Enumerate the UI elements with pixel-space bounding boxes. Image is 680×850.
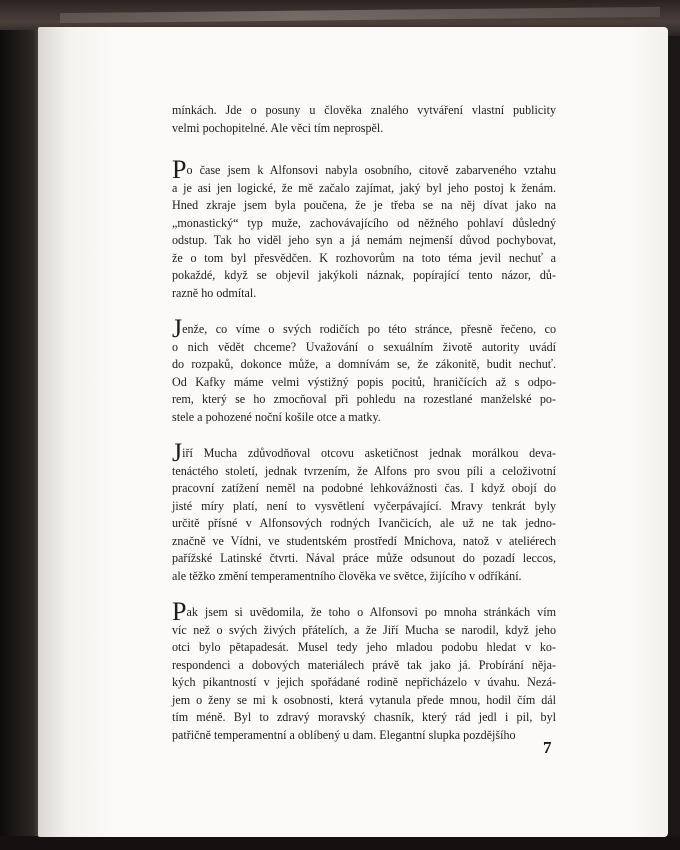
text-line: že o tom byl přesvědčen. K rozhovorům na toto téma jevil nechuť a xyxy=(172,250,556,265)
book-bottom-edge xyxy=(0,836,680,850)
text-line: pokaždé, když se objevil jakýkoli náznak, popírající tento názor, dů- xyxy=(172,268,556,282)
paragraph xyxy=(172,597,556,744)
text-line xyxy=(172,597,556,626)
text-line: jisté míry platí, není to vysvětlení vyčerpávající. Mravy tenkrát byly xyxy=(172,498,556,513)
text-line xyxy=(172,438,556,467)
text-line xyxy=(172,155,556,184)
text-line: „monastický“ typ muže, zachovávajícího od něžného pohlaví důsledný xyxy=(172,215,556,230)
text-fragment: ak jsem si uvědomila, že toho o Alfonsovi po mnoha stránkách vím xyxy=(186,605,556,619)
text-line: značně ve Vídni, ve studentském prostředí Mnichova, natož v ateliérech xyxy=(172,533,556,548)
text-line: pařížské Latinské čtvrti. Nával práce může odsunout do pozadí leccos, xyxy=(172,551,556,565)
paragraph xyxy=(172,102,556,137)
text-line: respondenci a dobových materiálech právě tak jako já. Probírání něja- xyxy=(172,657,556,672)
text-line: ale těžko změní temperamentního člověka ve světce, žijícího v odříkání. xyxy=(172,568,522,583)
text-line: mínkách. Jde o posuny u člověka znalého vytváření vlastní publicity xyxy=(172,103,556,117)
drop-cap: P xyxy=(172,155,187,184)
text-line: stele a pohozené noční košile otce a matky. xyxy=(172,409,381,424)
text-line: odstup. Tak ho viděl jeho syn a já nemám nejmenší důvod pochybovat, xyxy=(172,233,556,247)
text-line: otci bylo pětapadesát. Musel tedy jeho mladou podobu hledat v ko- xyxy=(172,640,556,654)
text-line: o nich vědět chceme? Uvažování o sexuálním životě autority uvádí xyxy=(172,339,556,354)
text-line: jem o ženy se mi k osobnosti, která vytanula přede mnou, hodil čím dál xyxy=(172,692,556,707)
text-line: Od Kafky máme velmi výstižný popis pocitů, hraničících až s odpo- xyxy=(172,374,556,389)
text-line: tenáctého století, jednak tvrzením, že Alfons pro svou píli a celoživotní xyxy=(172,463,556,478)
text-line: do rozpaků, dokonce může, a domnívám se, že zákonitě, budit nechuť. xyxy=(172,357,556,371)
drop-cap: P xyxy=(172,597,187,626)
drop-cap: J xyxy=(172,438,183,467)
paragraph xyxy=(172,438,556,585)
text-line: velmi pochopitelné. Ale věci tím neprospěl. xyxy=(172,120,384,135)
text-line: razně ho odmítal. xyxy=(172,285,257,300)
text-fragment: o čase jsem k Alfonsovi nabyla osobního, citově zabarveného vztahu xyxy=(186,163,556,177)
text-line: pracovní zatížení neměl na podobné lehkovážnosti čas. I když obojí do xyxy=(172,481,556,495)
text-line: a je asi jen logické, že mě začalo zajímat, jaký byl jeho postoj k ženám. xyxy=(172,180,556,195)
text-line: Hned zkraje jsem byla poučena, že je třeba se na něj dívat jako na xyxy=(172,198,556,212)
drop-cap: J xyxy=(172,314,183,343)
text-line: kých pikantností v jejich spořádané rodině nepřicházelo v úvahu. Nezá- xyxy=(172,675,556,689)
paragraph xyxy=(172,155,556,302)
text-line: tím méně. Byl to zdravý moravský chasník, který rád jedl i pil, byl xyxy=(172,710,556,724)
page-number: 7 xyxy=(543,738,552,757)
text-line: patřičně temperamentní a oblíbený u dam. Elegantní slupka pozdějšího xyxy=(172,727,516,742)
page-text xyxy=(172,102,556,762)
text-fragment: enže, co víme o svých rodičích po této stránce, přesně řečeno, co xyxy=(182,322,556,336)
text-line: víc než o svých živých přátelích, a že Jiří Mucha se narodil, když jeho xyxy=(172,622,556,637)
text-line xyxy=(172,314,556,343)
text-fragment: iří Mucha zdůvodňoval otcovu asketičnost jednak morálkou deva- xyxy=(182,446,556,460)
text-line: rem, který se ho zmocňoval při pohledu na rozestlané manželské po- xyxy=(172,392,556,406)
paragraph xyxy=(172,314,556,426)
text-line: určitě přísné v Alfonsových rodných Ivančicích, ale už ne tak jedno- xyxy=(172,516,556,530)
